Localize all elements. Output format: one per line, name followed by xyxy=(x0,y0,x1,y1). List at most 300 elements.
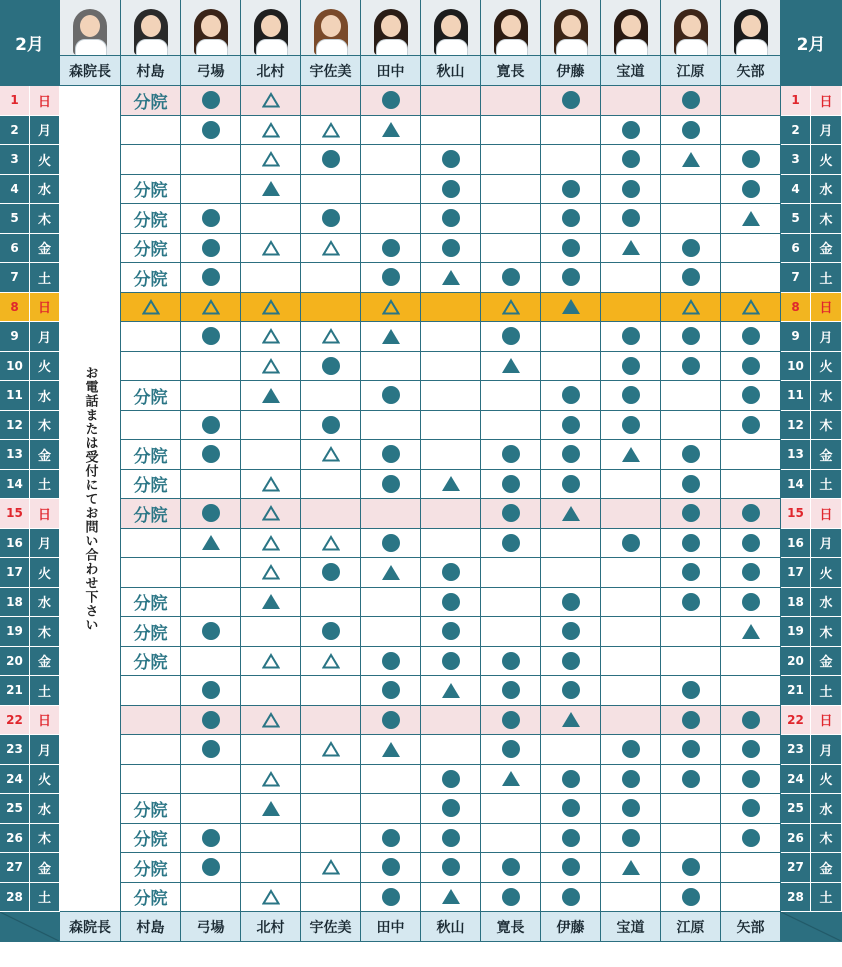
filled-triangle-icon xyxy=(382,742,400,757)
staff-name-footer: 秋山 xyxy=(421,912,481,942)
day-weekday: 木 xyxy=(811,824,842,854)
day-weekday: 土 xyxy=(30,470,60,500)
staff-name-header: 江原 xyxy=(661,56,721,86)
schedule-cell xyxy=(301,647,361,677)
schedule-cell xyxy=(481,352,541,382)
schedule-cell xyxy=(121,676,181,706)
schedule-cell xyxy=(181,706,241,736)
schedule-cell xyxy=(361,765,421,795)
schedule-cell xyxy=(481,116,541,146)
circle-icon xyxy=(202,209,220,227)
schedule-cell xyxy=(601,204,661,234)
staff-name-header: 森院長 xyxy=(60,56,121,86)
circle-icon xyxy=(682,681,700,699)
staff-name-footer: 村島 xyxy=(121,912,181,942)
schedule-cell xyxy=(361,293,421,323)
day-number: 28 xyxy=(781,883,811,913)
schedule-cell xyxy=(481,293,541,323)
schedule-cell xyxy=(241,411,301,441)
schedule-cell xyxy=(361,676,421,706)
day-weekday: 火 xyxy=(30,145,60,175)
circle-icon xyxy=(682,563,700,581)
person-avatar-icon xyxy=(254,9,288,55)
schedule-cell xyxy=(421,411,481,441)
day-number: 18 xyxy=(781,588,811,618)
circle-icon xyxy=(682,327,700,345)
schedule-cell xyxy=(601,883,661,913)
schedule-cell xyxy=(421,558,481,588)
schedule-cell xyxy=(541,411,601,441)
schedule-cell xyxy=(301,706,361,736)
schedule-cell xyxy=(241,352,301,382)
circle-icon xyxy=(202,239,220,257)
schedule-cell xyxy=(301,588,361,618)
day-number: 3 xyxy=(0,145,30,175)
schedule-cell xyxy=(601,470,661,500)
circle-icon xyxy=(742,770,760,788)
schedule-cell xyxy=(661,676,721,706)
filled-triangle-icon xyxy=(382,565,400,580)
circle-icon xyxy=(202,711,220,729)
outline-triangle-icon xyxy=(262,358,280,374)
circle-icon xyxy=(562,445,580,463)
day-number: 8 xyxy=(0,293,30,323)
filled-triangle-icon xyxy=(262,801,280,816)
schedule-cell xyxy=(481,175,541,205)
circle-icon xyxy=(622,327,640,345)
staff-name-footer: 宇佐美 xyxy=(301,912,361,942)
circle-icon xyxy=(742,593,760,611)
day-number: 16 xyxy=(0,529,30,559)
schedule-cell xyxy=(601,263,661,293)
day-weekday: 日 xyxy=(30,86,60,116)
day-weekday: 金 xyxy=(811,234,842,264)
schedule-cell xyxy=(241,145,301,175)
day-weekday: 木 xyxy=(30,204,60,234)
schedule-cell xyxy=(361,86,421,116)
day-number: 21 xyxy=(781,676,811,706)
day-number: 13 xyxy=(0,440,30,470)
schedule-cell xyxy=(661,499,721,529)
day-weekday: 金 xyxy=(30,234,60,264)
day-number: 14 xyxy=(0,470,30,500)
schedule-cell xyxy=(181,322,241,352)
circle-icon xyxy=(562,652,580,670)
schedule-cell xyxy=(541,204,601,234)
schedule-cell xyxy=(721,293,781,323)
schedule-cell xyxy=(601,765,661,795)
circle-icon xyxy=(562,239,580,257)
circle-icon xyxy=(202,858,220,876)
day-number: 22 xyxy=(0,706,30,736)
schedule-cell xyxy=(601,234,661,264)
schedule-cell xyxy=(661,470,721,500)
day-weekday: 土 xyxy=(811,263,842,293)
schedule-cell xyxy=(601,145,661,175)
schedule-cell xyxy=(241,381,301,411)
schedule-cell xyxy=(241,293,301,323)
day-number: 27 xyxy=(781,853,811,883)
schedule-cell xyxy=(121,411,181,441)
schedule-cell xyxy=(121,263,181,293)
schedule-cell xyxy=(601,293,661,323)
schedule-cell xyxy=(241,735,301,765)
circle-icon xyxy=(202,416,220,434)
day-number: 4 xyxy=(781,175,811,205)
filled-triangle-icon xyxy=(442,683,460,698)
circle-icon xyxy=(502,711,520,729)
day-weekday: 火 xyxy=(811,352,842,382)
schedule-cell xyxy=(481,853,541,883)
schedule-cell xyxy=(301,440,361,470)
day-weekday: 金 xyxy=(811,440,842,470)
schedule-cell xyxy=(421,853,481,883)
schedule-cell xyxy=(541,647,601,677)
schedule-cell xyxy=(661,735,721,765)
person-avatar-icon xyxy=(494,9,528,55)
schedule-cell xyxy=(481,440,541,470)
schedule-cell xyxy=(121,499,181,529)
schedule-cell xyxy=(721,234,781,264)
day-weekday: 金 xyxy=(30,647,60,677)
filled-triangle-icon xyxy=(562,506,580,521)
schedule-cell xyxy=(721,529,781,559)
schedule-cell xyxy=(241,883,301,913)
day-number: 16 xyxy=(781,529,811,559)
outline-triangle-icon xyxy=(262,505,280,521)
schedule-cell xyxy=(481,558,541,588)
schedule-cell xyxy=(301,853,361,883)
day-number: 9 xyxy=(781,322,811,352)
schedule-cell xyxy=(421,352,481,382)
staff-name-footer: 宝道 xyxy=(601,912,661,942)
schedule-cell xyxy=(721,145,781,175)
schedule-cell xyxy=(241,263,301,293)
outline-triangle-icon xyxy=(742,299,760,315)
day-weekday: 木 xyxy=(811,204,842,234)
day-weekday: 土 xyxy=(30,676,60,706)
circle-icon xyxy=(622,121,640,139)
filled-triangle-icon xyxy=(382,122,400,137)
day-number: 7 xyxy=(0,263,30,293)
staff-photo xyxy=(721,0,781,56)
director-note-column xyxy=(60,86,121,912)
schedule-cell xyxy=(721,322,781,352)
schedule-cell xyxy=(661,293,721,323)
schedule-cell xyxy=(661,263,721,293)
day-weekday: 火 xyxy=(30,765,60,795)
circle-icon xyxy=(622,770,640,788)
circle-icon xyxy=(322,150,340,168)
schedule-cell xyxy=(301,735,361,765)
schedule-cell xyxy=(181,676,241,706)
schedule-cell xyxy=(481,765,541,795)
month-header-left: 2月 xyxy=(0,0,60,86)
person-avatar-icon xyxy=(134,9,168,55)
day-weekday: 日 xyxy=(811,293,842,323)
circle-icon xyxy=(622,829,640,847)
outline-triangle-icon xyxy=(322,535,340,551)
circle-icon xyxy=(562,91,580,109)
schedule-cell xyxy=(121,86,181,116)
outline-triangle-icon xyxy=(262,122,280,138)
schedule-cell xyxy=(661,86,721,116)
circle-icon xyxy=(322,622,340,640)
filled-triangle-icon xyxy=(382,329,400,344)
schedule-cell xyxy=(481,234,541,264)
circle-icon xyxy=(442,180,460,198)
day-number: 11 xyxy=(0,381,30,411)
schedule-cell xyxy=(541,883,601,913)
circle-icon xyxy=(562,180,580,198)
circle-icon xyxy=(442,829,460,847)
circle-icon xyxy=(382,829,400,847)
day-number: 15 xyxy=(781,499,811,529)
schedule-cell xyxy=(661,883,721,913)
schedule-cell xyxy=(361,588,421,618)
staff-photo xyxy=(301,0,361,56)
schedule-cell xyxy=(241,440,301,470)
staff-photo xyxy=(60,0,121,56)
circle-icon xyxy=(202,268,220,286)
schedule-cell xyxy=(721,263,781,293)
day-number: 20 xyxy=(781,647,811,677)
schedule-cell xyxy=(361,617,421,647)
schedule-cell xyxy=(361,470,421,500)
schedule-cell xyxy=(421,794,481,824)
circle-icon xyxy=(202,91,220,109)
staff-name-header: 宝道 xyxy=(601,56,661,86)
schedule-cell xyxy=(361,735,421,765)
schedule-cell xyxy=(421,440,481,470)
schedule-cell xyxy=(121,322,181,352)
schedule-cell xyxy=(301,529,361,559)
schedule-cell xyxy=(661,853,721,883)
schedule-cell xyxy=(361,263,421,293)
schedule-cell xyxy=(181,470,241,500)
schedule-cell xyxy=(481,735,541,765)
schedule-cell xyxy=(661,794,721,824)
schedule-cell xyxy=(601,853,661,883)
outline-triangle-icon xyxy=(262,476,280,492)
schedule-cell xyxy=(541,529,601,559)
staff-name-header: 北村 xyxy=(241,56,301,86)
day-weekday: 月 xyxy=(30,529,60,559)
schedule-cell xyxy=(661,234,721,264)
day-weekday: 木 xyxy=(811,411,842,441)
schedule-cell xyxy=(721,116,781,146)
circle-icon xyxy=(442,622,460,640)
schedule-cell xyxy=(361,381,421,411)
day-weekday: 水 xyxy=(811,175,842,205)
schedule-cell xyxy=(241,706,301,736)
outline-triangle-icon xyxy=(142,299,160,315)
schedule-cell xyxy=(301,794,361,824)
branch-label: 分院 xyxy=(133,859,168,880)
branch-label: 分院 xyxy=(133,830,168,851)
day-weekday: 土 xyxy=(811,883,842,913)
person-avatar-icon xyxy=(674,9,708,55)
staff-photo xyxy=(601,0,661,56)
day-weekday: 土 xyxy=(811,470,842,500)
schedule-cell xyxy=(661,145,721,175)
schedule-cell xyxy=(241,204,301,234)
circle-icon xyxy=(682,475,700,493)
schedule-cell xyxy=(661,381,721,411)
schedule-cell xyxy=(181,263,241,293)
person-avatar-icon xyxy=(374,9,408,55)
schedule-cell xyxy=(361,706,421,736)
schedule-cell xyxy=(721,617,781,647)
outline-triangle-icon xyxy=(682,299,700,315)
branch-label: 分院 xyxy=(133,889,168,910)
schedule-cell xyxy=(721,440,781,470)
staff-name-header: 弓場 xyxy=(181,56,241,86)
outline-triangle-icon xyxy=(262,771,280,787)
day-weekday: 月 xyxy=(811,529,842,559)
circle-icon xyxy=(562,386,580,404)
day-number: 1 xyxy=(0,86,30,116)
filled-triangle-icon xyxy=(562,712,580,727)
circle-icon xyxy=(442,239,460,257)
schedule-cell xyxy=(481,86,541,116)
schedule-cell xyxy=(541,175,601,205)
schedule-cell xyxy=(121,293,181,323)
circle-icon xyxy=(622,534,640,552)
schedule-cell xyxy=(601,558,661,588)
day-weekday: 木 xyxy=(30,617,60,647)
day-number: 22 xyxy=(781,706,811,736)
schedule-cell xyxy=(241,558,301,588)
schedule-cell xyxy=(541,499,601,529)
circle-icon xyxy=(442,652,460,670)
schedule-cell xyxy=(181,411,241,441)
circle-icon xyxy=(682,268,700,286)
day-weekday: 火 xyxy=(30,352,60,382)
schedule-cell xyxy=(601,499,661,529)
circle-icon xyxy=(202,829,220,847)
schedule-cell xyxy=(181,647,241,677)
circle-icon xyxy=(382,386,400,404)
person-avatar-icon xyxy=(614,9,648,55)
schedule-cell xyxy=(481,381,541,411)
branch-label: 分院 xyxy=(133,240,168,261)
schedule-cell xyxy=(721,352,781,382)
schedule-cell xyxy=(121,234,181,264)
day-weekday: 月 xyxy=(30,735,60,765)
circle-icon xyxy=(562,888,580,906)
schedule-cell xyxy=(241,499,301,529)
schedule-cell xyxy=(421,588,481,618)
circle-icon xyxy=(622,740,640,758)
schedule-cell xyxy=(541,293,601,323)
footer-corner-right xyxy=(781,912,842,942)
schedule-cell xyxy=(541,853,601,883)
schedule-cell xyxy=(181,175,241,205)
circle-icon xyxy=(442,858,460,876)
staff-name-header: 矢部 xyxy=(721,56,781,86)
schedule-cell xyxy=(481,529,541,559)
branch-label: 分院 xyxy=(133,446,168,467)
day-weekday: 月 xyxy=(811,116,842,146)
schedule-cell xyxy=(361,116,421,146)
schedule-cell xyxy=(301,381,361,411)
schedule-cell xyxy=(241,853,301,883)
day-number: 20 xyxy=(0,647,30,677)
schedule-cell xyxy=(361,352,421,382)
schedule-cell xyxy=(541,676,601,706)
schedule-cell xyxy=(421,116,481,146)
day-number: 6 xyxy=(781,234,811,264)
schedule-cell xyxy=(421,322,481,352)
circle-icon xyxy=(682,888,700,906)
staff-name-footer: 北村 xyxy=(241,912,301,942)
schedule-cell xyxy=(361,440,421,470)
staff-photo xyxy=(661,0,721,56)
day-weekday: 水 xyxy=(30,175,60,205)
filled-triangle-icon xyxy=(202,535,220,550)
schedule-cell xyxy=(421,499,481,529)
schedule-cell xyxy=(181,234,241,264)
schedule-cell xyxy=(241,824,301,854)
day-weekday: 土 xyxy=(30,883,60,913)
schedule-cell xyxy=(541,558,601,588)
person-avatar-icon xyxy=(194,9,228,55)
circle-icon xyxy=(742,740,760,758)
schedule-cell xyxy=(181,116,241,146)
circle-icon xyxy=(322,563,340,581)
schedule-cell xyxy=(241,116,301,146)
day-number: 2 xyxy=(781,116,811,146)
schedule-cell xyxy=(541,352,601,382)
circle-icon xyxy=(322,416,340,434)
schedule-cell xyxy=(481,204,541,234)
schedule-cell xyxy=(421,824,481,854)
schedule-cell xyxy=(661,352,721,382)
schedule-cell xyxy=(121,204,181,234)
schedule-cell xyxy=(121,470,181,500)
circle-icon xyxy=(322,209,340,227)
schedule-cell xyxy=(121,824,181,854)
circle-icon xyxy=(202,121,220,139)
circle-icon xyxy=(742,504,760,522)
filled-triangle-icon xyxy=(442,889,460,904)
schedule-cell xyxy=(661,824,721,854)
schedule-cell xyxy=(661,529,721,559)
circle-icon xyxy=(562,681,580,699)
schedule-cell xyxy=(721,175,781,205)
schedule-cell xyxy=(421,263,481,293)
day-weekday: 火 xyxy=(811,765,842,795)
day-number: 26 xyxy=(781,824,811,854)
outline-triangle-icon xyxy=(382,299,400,315)
day-number: 28 xyxy=(0,883,30,913)
schedule-cell xyxy=(481,263,541,293)
filled-triangle-icon xyxy=(682,152,700,167)
outline-triangle-icon xyxy=(262,240,280,256)
circle-icon xyxy=(622,150,640,168)
schedule-cell xyxy=(361,558,421,588)
schedule-cell xyxy=(661,706,721,736)
staff-name-header: 田中 xyxy=(361,56,421,86)
schedule-cell xyxy=(361,175,421,205)
staff-name-footer: 伊藤 xyxy=(541,912,601,942)
outline-triangle-icon xyxy=(322,328,340,344)
circle-icon xyxy=(742,534,760,552)
schedule-cell xyxy=(721,883,781,913)
day-number: 26 xyxy=(0,824,30,854)
schedule-cell xyxy=(421,175,481,205)
